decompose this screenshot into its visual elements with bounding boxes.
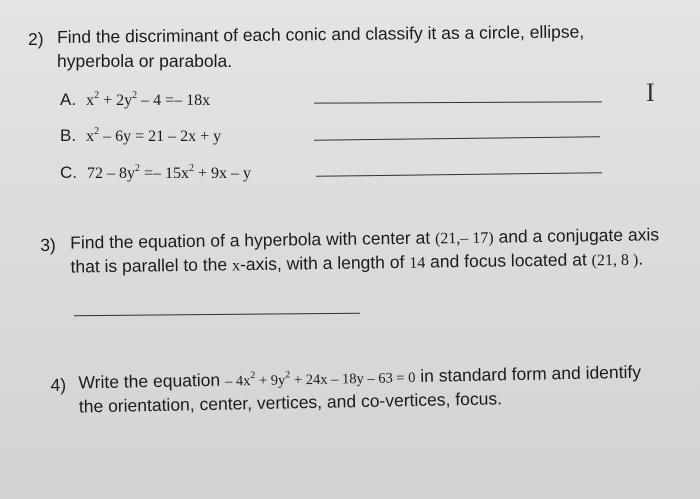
- item-c: [60, 163, 251, 183]
- center-value: (21,– 17): [434, 229, 494, 248]
- text-cursor-icon: I: [646, 78, 655, 107]
- question-4: [50, 348, 695, 417]
- answer-line-a[interactable]: [314, 101, 602, 103]
- question-4-text-line1: Write the equation – $4x^2 + 9y^2 + 24x - 18y - 63 = 0$ in standard form and identify: [78, 361, 642, 393]
- focus-value: (21, 8 ): [591, 251, 639, 270]
- question-3: [40, 219, 690, 277]
- question-4-number: 4): [50, 374, 67, 395]
- item-b-equation: $x^2 - 6y = 21 - 2x + y$: [86, 126, 222, 145]
- answer-line-b[interactable]: [314, 136, 600, 140]
- item-b: [60, 126, 221, 146]
- axis-variable: x: [231, 257, 241, 275]
- item-a-equation: $x^2 + 2y^2 - 4 =- 18x$: [86, 90, 211, 109]
- question-4-text-line2: the orientation, center, vertices, and co-vertices, focus.: [78, 388, 503, 417]
- question-3-number: 3): [40, 234, 56, 255]
- equation-4: – $4x^2 + 9y^2 + 24x - 18y - 63 = 0$: [224, 369, 416, 390]
- item-a: [60, 90, 210, 110]
- item-a-letter: A.: [60, 90, 77, 109]
- length-value: 14: [409, 254, 426, 272]
- question-2-text-line2: hyperbola or parabola.: [57, 51, 233, 71]
- item-c-equation: $72 - 8y^2 =- 15x^2 + 9x - y$: [87, 163, 252, 182]
- item-b-letter: B.: [60, 126, 77, 145]
- question-3-text-line1: Find the equation of a hyperbola with center at (21,– 17) and a conjugate axis: [70, 224, 660, 253]
- question-2-text-line1: Find the discriminant of each conic and classify it as a circle, ellipse,: [56, 21, 585, 47]
- question-3-text-line2: that is parallel to the x-axis, with a length of 14 and focus located at (21, 8 ).: [70, 248, 644, 277]
- answer-line-3[interactable]: [74, 313, 360, 316]
- answer-line-c[interactable]: [316, 172, 602, 176]
- item-c-letter: C.: [60, 163, 77, 182]
- question-2-number: 2): [28, 29, 44, 49]
